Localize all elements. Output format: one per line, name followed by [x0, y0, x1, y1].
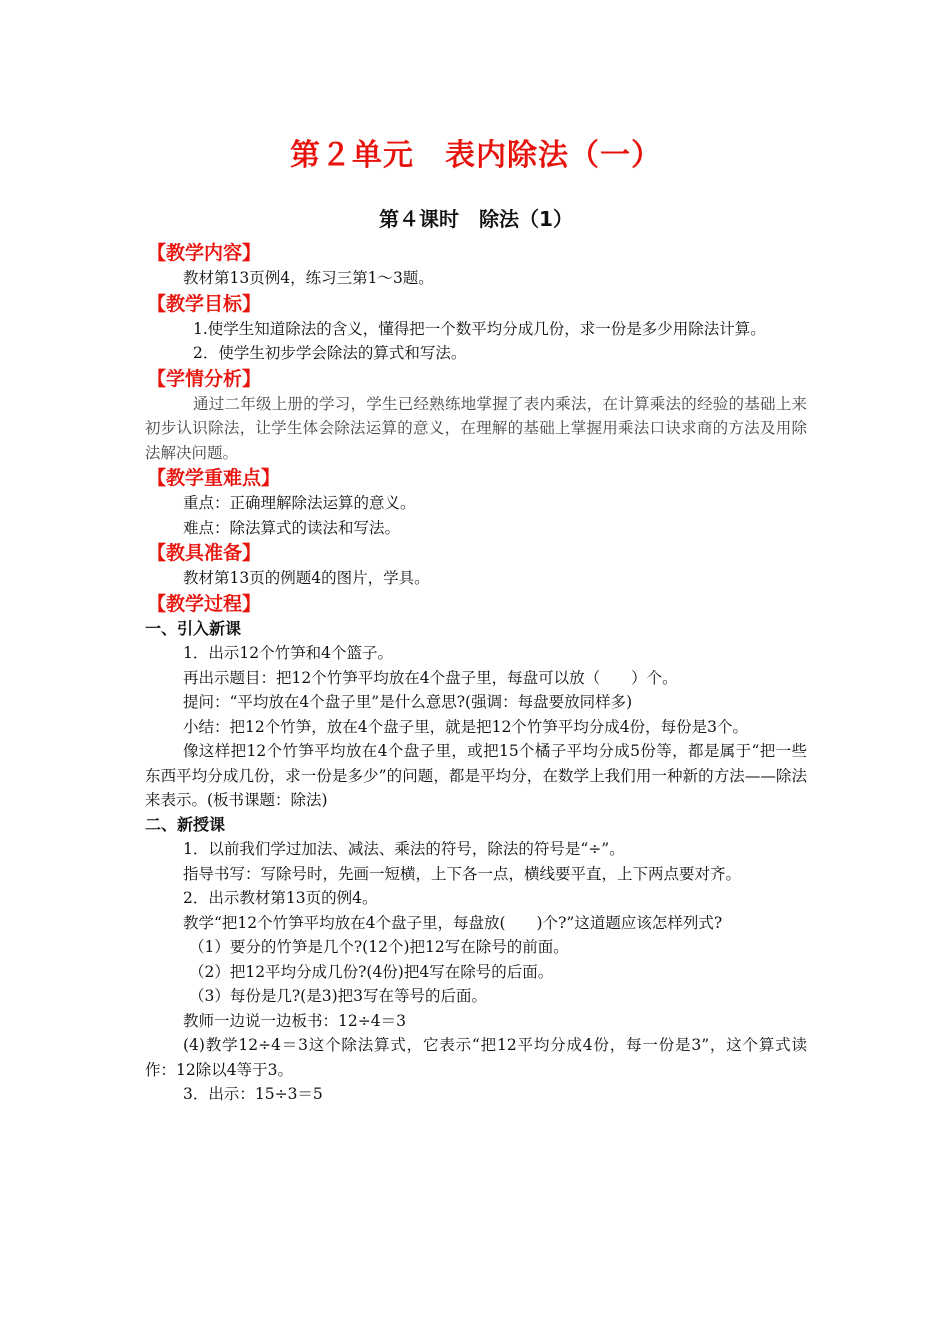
paragraph: 1.使学生知道除法的含义，懂得把一个数平均分成几份，求一份是多少用除法计算。: [193, 319, 766, 338]
paragraph: 再出示题目：把12个竹笋平均放在4个盘子里，每盘可以放（ ）个。: [183, 668, 678, 687]
subsection-title: 一、引入新课: [145, 618, 242, 638]
section-heading-process: 【教学过程】: [147, 592, 262, 615]
paragraph: 指导书写：写除号时，先画一短横，上下各一点，横线要平直，上下两点要对齐。: [183, 864, 742, 883]
paragraph: 2．使学生初步学会除法的算式和写法。: [193, 344, 467, 362]
paragraph: 教学“把12个竹笋平均放在4个盘子里，每盘放( )个?”这道题应该怎样列式?: [183, 913, 723, 932]
section-heading-keypoints: 【教学重难点】: [147, 467, 281, 489]
paragraph: 通过二年级上册的学习，学生已经熟练地掌握了表内乘法，在计算乘法的经验的基础上来初步认识除法，让学生体会除法运算的意义，在理解的基础上掌握用乘法口诀求商的方法及用除法解决问题。: [145, 394, 807, 462]
paragraph: (4)教学12÷4＝3这个除法算式，它表示“把12平均分成4份，每一份是3”，这个算式读作：12除以4等于3。: [145, 1036, 807, 1079]
section-heading-goals: 【教学目标】: [147, 292, 262, 315]
paragraph: 1．出示12个竹笋和4个篮子。: [183, 644, 393, 662]
section-heading-content: 【教学内容】: [147, 242, 262, 264]
paragraph: 重点：正确理解除法运算的意义。: [183, 494, 416, 512]
paragraph: （1）要分的竹笋是几个?(12个)把12写在除号的前面。: [189, 938, 569, 956]
document-body: [145, 240, 807, 1107]
paragraph: （3）每份是几?(是3)把3写在等号的后面。: [189, 987, 487, 1005]
paragraph: 1．以前我们学过加法、减法、乘法的符号，除法的符号是“÷”。: [183, 840, 625, 858]
unit-title: 第２单元 表内除法（一）: [290, 138, 662, 173]
paragraph: 2．出示教材第13页的例4。: [183, 889, 378, 907]
lesson-title: 第４课时 除法（1）: [379, 207, 573, 231]
section-heading-analysis: 【学情分析】: [147, 367, 262, 390]
paragraph: 3．出示：15÷3＝5: [183, 1085, 323, 1103]
paragraph: 小结：把12个竹笋，放在4个盘子里，就是把12个竹笋平均分成4份，每份是3个。: [183, 717, 749, 736]
paragraph: 教材第13页的例题4的图片，学具。: [183, 569, 430, 587]
subsection-title: 二、新授课: [145, 814, 226, 834]
paragraph: 教材第13页例4，练习三第1～3题。: [183, 269, 434, 287]
paragraph: 教师一边说一边板书：12÷4＝3: [183, 1011, 406, 1030]
paragraph: 难点：除法算式的读法和写法。: [183, 518, 401, 537]
paragraph: 提问：“平均放在4个盘子里”是什么意思?(强调：每盘要放同样多): [183, 693, 633, 711]
paragraph: 像这样把12个竹笋平均放在4个盘子里，或把15个橘子平均分成5份等，都是属于“把一些东西平均分成几份，求一份是多少”的问题，都是平均分，在数学上我们用一种新的方法——除法来表示。(板书课题：除法): [145, 742, 807, 809]
section-heading-tools: 【教具准备】: [147, 542, 262, 564]
paragraph: （2）把12平均分成几份?(4份)把4写在除号的后面。: [189, 962, 554, 981]
